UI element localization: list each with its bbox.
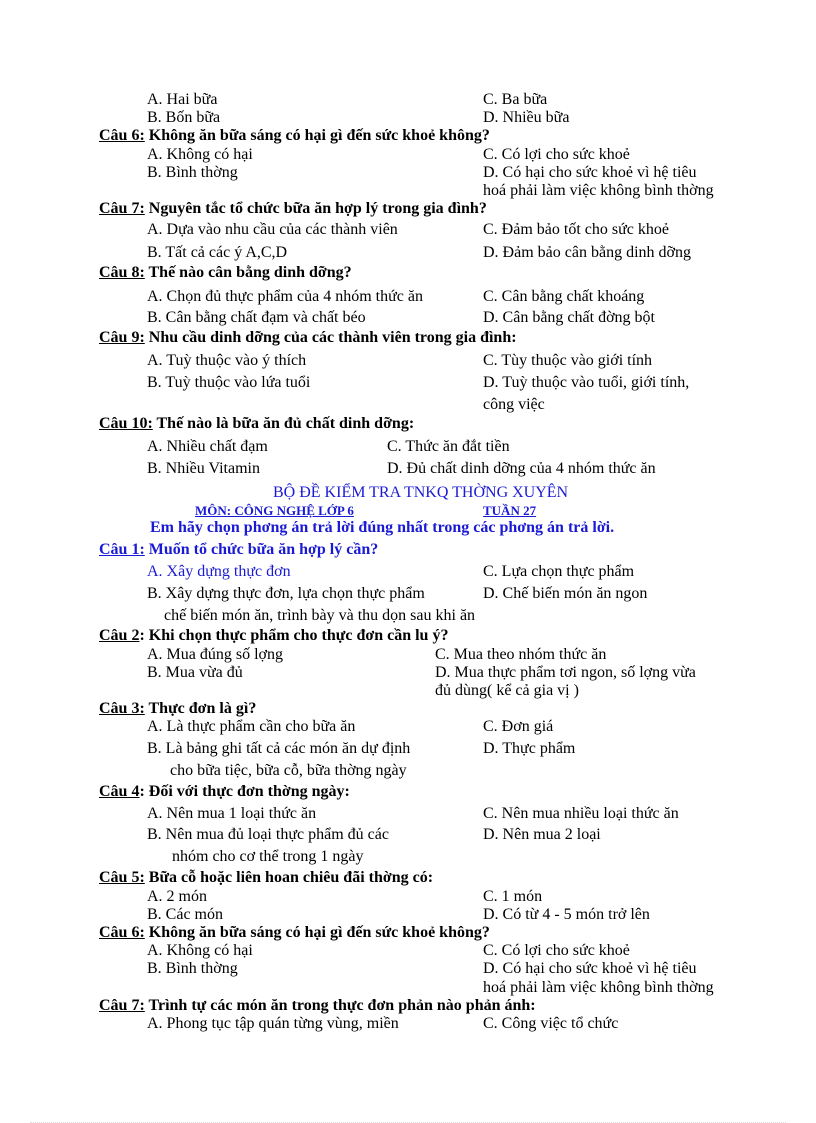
instruction: Em hãy chọn phơng án trả lời đúng nhất trong các phơng án trả lời. bbox=[150, 519, 615, 536]
question-number: Câu 9: bbox=[99, 329, 145, 346]
answer-option-continued: nhóm cho cơ thể trong 1 ngày bbox=[172, 848, 364, 865]
question-heading bbox=[99, 200, 487, 218]
answer-option: D. Nên mua 2 loại bbox=[483, 826, 601, 843]
question-heading bbox=[99, 415, 414, 433]
question-number: Câu 3: bbox=[99, 700, 145, 717]
answer-option: D. Tuỳ thuộc vào tuổi, giới tính, bbox=[483, 374, 690, 391]
answer-option: C. Mua theo nhóm thức ăn bbox=[435, 646, 607, 663]
answer-option: A. Phong tục tập quán từng vùng, miền bbox=[147, 1015, 399, 1032]
answer-option: A. Không có hại bbox=[147, 146, 253, 163]
answer-option-continued: đủ dùng( kể cả gia vị ) bbox=[435, 682, 579, 699]
answer-option: C. Công việc tổ chức bbox=[483, 1015, 619, 1032]
answer-option: D. Có hại cho sức khoẻ vì hệ tiêu bbox=[483, 960, 697, 977]
question-number: Câu 6: bbox=[99, 127, 145, 144]
question-text: Không ăn bữa sáng có hại gì đến sức khoẻ không? bbox=[144, 127, 490, 144]
question-text: Bữa cỗ hoặc liên hoan chiêu đãi thờng có: bbox=[144, 869, 434, 886]
answer-option: B. Bốn bữa bbox=[147, 109, 221, 126]
answer-option: D. Thực phẩm bbox=[483, 740, 576, 757]
question-heading bbox=[99, 329, 517, 347]
question-number: Câu 2 bbox=[99, 627, 140, 644]
answer-option: D. Cân bằng chất đờng bột bbox=[483, 309, 655, 326]
question-text: : Đối với thực đơn thờng ngày: bbox=[139, 783, 350, 800]
answer-option: B. Nhiều Vitamin bbox=[147, 460, 260, 477]
question-number: Câu 5: bbox=[99, 869, 145, 886]
answer-option: A. Mua đúng số lợng bbox=[147, 646, 284, 663]
question-heading bbox=[99, 264, 352, 282]
answer-option: A. Hai bữa bbox=[147, 91, 218, 108]
answer-option: C. Nên mua nhiều loại thức ăn bbox=[483, 805, 679, 822]
answer-option: D. Mua thực phẩm tơi ngon, số lợng vừa bbox=[435, 664, 696, 681]
question-heading bbox=[99, 997, 536, 1015]
question-text: Nhu cầu dinh dỡng của các thành viên trong gia đình: bbox=[144, 329, 517, 346]
question-text: Thực đơn là gì? bbox=[144, 700, 257, 717]
answer-option: B. Các món bbox=[147, 906, 223, 923]
answer-option: D. Chế biến món ăn ngon bbox=[483, 585, 648, 602]
answer-option: B. Nên mua đủ loại thực phẩm đủ các bbox=[147, 826, 389, 843]
question-heading bbox=[99, 541, 378, 559]
subject-label: MÔN: CÔNG NGHỆ LỚP 6 bbox=[195, 503, 354, 518]
answer-option: B. Mua vừa đủ bbox=[147, 664, 243, 681]
question-heading bbox=[99, 700, 256, 718]
question-number: Câu 7: bbox=[99, 997, 145, 1014]
answer-option: D. Đảm bảo cân bằng dinh dỡng bbox=[483, 244, 691, 261]
answer-option: A. 2 món bbox=[147, 888, 207, 905]
answer-option: B. Bình thờng bbox=[147, 164, 238, 181]
question-number: Câu 6: bbox=[99, 924, 145, 941]
answer-option: B. Tất cả các ý A,C,D bbox=[147, 244, 288, 261]
answer-option-continued: công việc bbox=[483, 396, 545, 413]
answer-option: C. Lựa chọn thực phẩm bbox=[483, 563, 635, 580]
question-text: Thế nào cân bằng dinh dỡng? bbox=[144, 264, 352, 281]
question-number: Câu 4 bbox=[99, 783, 140, 800]
answer-option: C. Đảm bảo tốt cho sức khoẻ bbox=[483, 221, 669, 238]
answer-option: B. Xây dựng thực đơn, lựa chọn thực phẩm bbox=[147, 585, 425, 602]
answer-option-continued: hoá phải làm việc không bình thờng bbox=[483, 182, 714, 199]
answer-option: D. Có từ 4 - 5 món trở lên bbox=[483, 906, 650, 923]
question-heading bbox=[99, 869, 433, 887]
question-text: Thế nào là bữa ăn đủ chất dinh dỡng: bbox=[152, 415, 415, 432]
answer-option-continued: cho bữa tiệc, bữa cỗ, bữa thờng ngày bbox=[170, 762, 407, 779]
answer-option: A. Xây dựng thực đơn bbox=[147, 563, 291, 580]
question-text: Không ăn bữa sáng có hại gì đến sức khoẻ không? bbox=[144, 924, 490, 941]
question-number: Câu 7: bbox=[99, 200, 145, 217]
answer-option: A. Tuỳ thuộc vào ý thích bbox=[147, 352, 307, 369]
answer-option: B. Tuỳ thuộc vào lứa tuổi bbox=[147, 374, 311, 391]
answer-option: C. Ba bữa bbox=[483, 91, 548, 108]
answer-option: A. Nhiều chất đạm bbox=[147, 438, 268, 455]
answer-option: C. Có lợi cho sức khoẻ bbox=[483, 942, 630, 959]
question-number: Câu 1: bbox=[99, 541, 145, 558]
answer-option: D. Đủ chất dinh dỡng của 4 nhóm thức ăn bbox=[387, 460, 656, 477]
question-heading bbox=[99, 924, 490, 942]
answer-option: C. Cân bằng chất khoáng bbox=[483, 288, 645, 305]
question-heading bbox=[99, 127, 490, 145]
answer-option: A. Nên mua 1 loại thức ăn bbox=[147, 805, 317, 822]
answer-option: B. Bình thờng bbox=[147, 960, 238, 977]
answer-option-continued: hoá phải làm việc không bình thờng bbox=[483, 979, 714, 996]
test-title: BỘ ĐỀ KIỂM TRA TNKQ THỜNG XUYÊN bbox=[273, 484, 569, 501]
answer-option: D. Nhiều bữa bbox=[483, 109, 570, 126]
answer-option: C. 1 món bbox=[483, 888, 543, 905]
question-heading bbox=[99, 783, 350, 801]
answer-option: A. Dựa vào nhu cầu của các thành viên bbox=[147, 221, 398, 238]
answer-option: B. Cân bằng chất đạm và chất béo bbox=[147, 309, 366, 326]
question-text: Trình tự các món ăn trong thực đơn phản nào phản ánh: bbox=[144, 997, 536, 1014]
question-number: Câu 10: bbox=[99, 415, 153, 432]
answer-option: D. Có hại cho sức khoẻ vì hệ tiêu bbox=[483, 164, 697, 181]
answer-option: C. Đơn giá bbox=[483, 718, 554, 735]
answer-option: A. Chọn đủ thực phẩm của 4 nhóm thức ăn bbox=[147, 288, 423, 305]
question-heading bbox=[99, 627, 448, 645]
answer-option-continued: chế biến món ăn, trình bày và thu dọn sau khi ăn bbox=[164, 607, 476, 624]
question-text: : Khi chọn thực phẩm cho thực đơn cần lu ý? bbox=[139, 627, 449, 644]
question-number: Câu 8: bbox=[99, 264, 145, 281]
answer-option: C. Có lợi cho sức khoẻ bbox=[483, 146, 630, 163]
week-label: TUẦN 27 bbox=[483, 503, 537, 518]
question-text: Muốn tổ chức bữa ăn hợp lý cần? bbox=[144, 541, 379, 558]
answer-option: A. Không có hại bbox=[147, 942, 253, 959]
answer-option: C. Thức ăn đắt tiền bbox=[387, 438, 510, 455]
answer-option: C. Tùy thuộc vào giới tính bbox=[483, 352, 653, 369]
answer-option: B. Là bảng ghi tất cả các món ăn dự định bbox=[147, 740, 411, 757]
answer-option: A. Là thực phẩm cần cho bữa ăn bbox=[147, 718, 356, 735]
question-text: Nguyên tắc tổ chức bữa ăn hợp lý trong gia đình? bbox=[144, 200, 487, 217]
